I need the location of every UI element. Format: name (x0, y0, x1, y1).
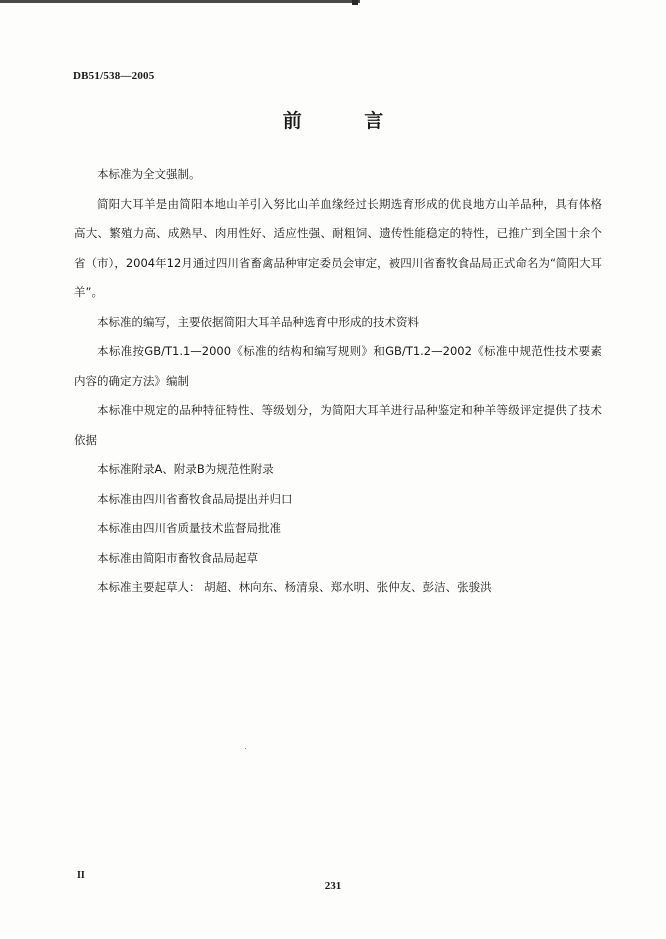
top-rule-tick (352, 0, 358, 5)
paragraph: 本标准主要起草人： 胡超、林向东、杨清泉、郑水明、张仲友、彭洁、张骏洪 (97, 580, 492, 594)
paragraph: 本标准附录A、附录B为规范性附录 (97, 462, 274, 476)
paragraph: 本标准中规定的品种特征特性、等级划分，为简阳大耳羊进行品种鉴定和种羊等级评定提供了技术依据 (74, 403, 602, 447)
page-number: 231 (324, 880, 342, 892)
body-text (74, 160, 602, 603)
paragraph: 本标准由四川省质量技术监督局批准 (97, 521, 281, 535)
paragraph: 本标准为全文强制。 (97, 167, 201, 181)
footer-section-mark: II (77, 870, 85, 881)
paragraph: 本标准按GB/T1.1—2000《标准的结构和编写规则》和GB/T1.2—2002《标准中规范性技术要素内容的确定方法》编制 (74, 344, 602, 388)
page-title: 前 言 (282, 110, 412, 132)
standard-code: DB51/538—2005 (73, 70, 155, 82)
paragraph: 本标准由简阳市畜牧食品局起草 (97, 550, 258, 565)
top-rule (0, 0, 360, 3)
paragraph: 本标准的编写，主要依据简阳大耳羊品种选育中形成的技术资料 (97, 314, 419, 329)
paragraph: 本标准由四川省畜牧食品局提出并归口 (97, 491, 293, 506)
paragraph: 简阳大耳羊是由简阳本地山羊引入努比山羊血缘经过长期选育形成的优良地方山羊品种，具有体格高大、繁殖力高、成熟早、肉用性好、适应性强、耐粗饲、遗传性能稳定的特性，已推广到全国十余个省（市），2004年12月通过四川省畜禽品种审定委员会审定，被四川省畜牧食品局正式命名为“简阳大耳羊”。 (74, 196, 602, 299)
scan-speck (245, 748, 246, 749)
